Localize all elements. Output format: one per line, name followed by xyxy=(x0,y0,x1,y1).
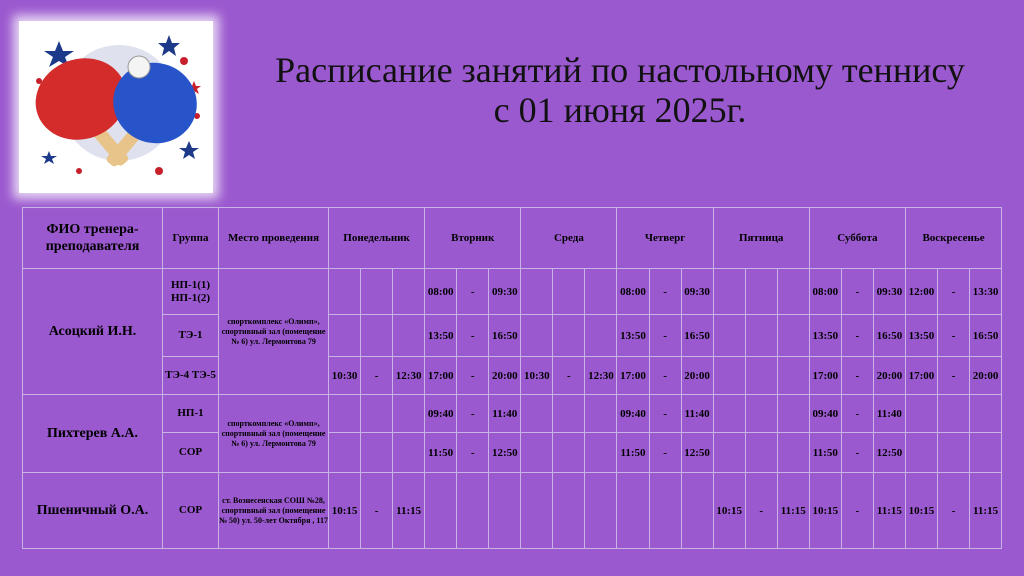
time-dash: - xyxy=(938,269,970,315)
header-group: Группа xyxy=(163,208,219,269)
table-row xyxy=(23,269,1002,315)
time-dash xyxy=(361,315,393,357)
end-time xyxy=(970,395,1002,433)
start-time xyxy=(617,473,649,549)
time-dash: - xyxy=(938,315,970,357)
start-time: 10:30 xyxy=(521,357,553,395)
end-time: 13:30 xyxy=(970,269,1002,315)
table-row xyxy=(23,395,1002,433)
header-day-saturday: Суббота xyxy=(809,208,905,269)
time-dash xyxy=(457,473,489,549)
end-time: 11:15 xyxy=(873,473,905,549)
time-dash: - xyxy=(457,433,489,473)
end-time: 12:50 xyxy=(489,433,521,473)
start-time xyxy=(329,395,361,433)
end-time xyxy=(585,395,617,433)
start-time: 11:50 xyxy=(617,433,649,473)
start-time: 09:40 xyxy=(809,395,841,433)
time-dash: - xyxy=(649,269,681,315)
end-time: 16:50 xyxy=(489,315,521,357)
trainer-name: Асоцкий И.Н. xyxy=(23,269,163,395)
start-time: 17:00 xyxy=(905,357,937,395)
time-dash: - xyxy=(938,473,970,549)
start-time xyxy=(713,433,745,473)
end-time: 20:00 xyxy=(681,357,713,395)
end-time xyxy=(585,269,617,315)
start-time: 13:50 xyxy=(905,315,937,357)
start-time: 10:30 xyxy=(329,357,361,395)
start-time: 12:00 xyxy=(905,269,937,315)
time-dash xyxy=(938,433,970,473)
time-dash: - xyxy=(649,357,681,395)
end-time xyxy=(489,473,521,549)
time-dash xyxy=(745,269,777,315)
header-venue: Место проведения xyxy=(219,208,329,269)
venue-cell: спорткомплекс «Олимп», спортивный зал (помещение № 6) ул. Лермонтова 79 xyxy=(219,395,329,473)
end-time xyxy=(585,315,617,357)
end-time xyxy=(777,269,809,315)
start-time xyxy=(425,473,457,549)
time-dash: - xyxy=(841,395,873,433)
start-time xyxy=(521,315,553,357)
time-dash: - xyxy=(649,315,681,357)
start-time: 09:40 xyxy=(425,395,457,433)
start-time: 10:15 xyxy=(905,473,937,549)
start-time xyxy=(713,269,745,315)
group-cell: ТЭ-1 xyxy=(163,315,219,357)
time-dash xyxy=(553,269,585,315)
end-time xyxy=(970,433,1002,473)
start-time xyxy=(329,433,361,473)
start-time: 09:40 xyxy=(617,395,649,433)
end-time: 11:15 xyxy=(777,473,809,549)
time-dash: - xyxy=(457,269,489,315)
time-dash xyxy=(553,395,585,433)
time-dash xyxy=(553,433,585,473)
table-row xyxy=(23,473,1002,549)
venue-cell: ст. Вознесенская СОШ №28, спортивный зал (помещение № 50) ул. 50-лет Октября , 117 xyxy=(219,473,329,549)
trainer-name: Пшеничный О.А. xyxy=(23,473,163,549)
start-time: 08:00 xyxy=(617,269,649,315)
end-time xyxy=(393,433,425,473)
time-dash xyxy=(745,395,777,433)
time-dash: - xyxy=(457,357,489,395)
end-time: 11:15 xyxy=(970,473,1002,549)
time-dash xyxy=(938,395,970,433)
header-day-monday: Понедельник xyxy=(329,208,425,269)
page-title xyxy=(240,50,1000,130)
header-trainer: ФИО тренера-преподавателя xyxy=(23,208,163,269)
schedule-body xyxy=(23,269,1002,549)
time-dash xyxy=(361,395,393,433)
time-dash: - xyxy=(361,473,393,549)
start-time: 13:50 xyxy=(617,315,649,357)
time-dash: - xyxy=(553,357,585,395)
end-time xyxy=(585,433,617,473)
end-time: 12:50 xyxy=(873,433,905,473)
start-time xyxy=(329,269,361,315)
end-time: 11:40 xyxy=(489,395,521,433)
time-dash: - xyxy=(841,433,873,473)
end-time: 11:40 xyxy=(681,395,713,433)
end-time: 09:30 xyxy=(873,269,905,315)
end-time: 12:50 xyxy=(681,433,713,473)
end-time: 11:15 xyxy=(393,473,425,549)
header-row xyxy=(23,208,1002,269)
start-time xyxy=(521,395,553,433)
trainer-name: Пихтерев А.А. xyxy=(23,395,163,473)
start-time: 17:00 xyxy=(617,357,649,395)
start-time: 10:15 xyxy=(713,473,745,549)
group-cell: ТЭ-4 ТЭ-5 xyxy=(163,357,219,395)
ping-pong-paddles-icon xyxy=(19,21,213,193)
end-time: 12:30 xyxy=(585,357,617,395)
time-dash xyxy=(745,433,777,473)
time-dash xyxy=(553,315,585,357)
header-day-friday: Пятница xyxy=(713,208,809,269)
end-time xyxy=(393,269,425,315)
end-time xyxy=(777,315,809,357)
end-time: 09:30 xyxy=(489,269,521,315)
end-time: 11:40 xyxy=(873,395,905,433)
time-dash: - xyxy=(457,315,489,357)
time-dash xyxy=(745,315,777,357)
start-time xyxy=(905,433,937,473)
logo xyxy=(19,21,213,193)
time-dash xyxy=(745,357,777,395)
time-dash: - xyxy=(841,315,873,357)
start-time: 13:50 xyxy=(425,315,457,357)
title-line-1: Расписание занятий по настольному теннису xyxy=(275,50,965,90)
start-time: 08:00 xyxy=(425,269,457,315)
time-dash: - xyxy=(649,395,681,433)
time-dash xyxy=(553,473,585,549)
start-time xyxy=(521,269,553,315)
end-time: 16:50 xyxy=(970,315,1002,357)
group-cell: НП-1 xyxy=(163,395,219,433)
end-time: 16:50 xyxy=(873,315,905,357)
table-row xyxy=(23,433,1002,473)
time-dash: - xyxy=(841,473,873,549)
time-dash: - xyxy=(361,357,393,395)
end-time: 20:00 xyxy=(873,357,905,395)
group-cell: СОР xyxy=(163,433,219,473)
end-time: 09:30 xyxy=(681,269,713,315)
end-time xyxy=(777,433,809,473)
end-time: 16:50 xyxy=(681,315,713,357)
time-dash: - xyxy=(457,395,489,433)
start-time: 11:50 xyxy=(425,433,457,473)
title-line-2: с 01 июня 2025г. xyxy=(493,90,747,130)
start-time: 17:00 xyxy=(809,357,841,395)
end-time: 20:00 xyxy=(489,357,521,395)
start-time xyxy=(905,395,937,433)
start-time xyxy=(521,433,553,473)
start-time: 13:50 xyxy=(809,315,841,357)
time-dash xyxy=(361,433,393,473)
header-day-wednesday: Среда xyxy=(521,208,617,269)
start-time: 11:50 xyxy=(809,433,841,473)
time-dash: - xyxy=(649,433,681,473)
end-time: 20:00 xyxy=(970,357,1002,395)
start-time: 17:00 xyxy=(425,357,457,395)
end-time xyxy=(393,315,425,357)
end-time xyxy=(393,395,425,433)
start-time: 08:00 xyxy=(809,269,841,315)
time-dash: - xyxy=(745,473,777,549)
header-day-tuesday: Вторник xyxy=(425,208,521,269)
group-cell: СОР xyxy=(163,473,219,549)
time-dash: - xyxy=(841,269,873,315)
end-time xyxy=(681,473,713,549)
schedule-table xyxy=(22,207,1002,549)
start-time: 10:15 xyxy=(809,473,841,549)
time-dash xyxy=(361,269,393,315)
start-time xyxy=(329,315,361,357)
end-time xyxy=(585,473,617,549)
header-day-thursday: Четверг xyxy=(617,208,713,269)
group-cell: НП-1(1) НП-1(2) xyxy=(163,269,219,315)
end-time xyxy=(777,357,809,395)
table-row xyxy=(23,357,1002,395)
table-row xyxy=(23,315,1002,357)
start-time xyxy=(713,315,745,357)
time-dash: - xyxy=(938,357,970,395)
time-dash: - xyxy=(841,357,873,395)
end-time: 12:30 xyxy=(393,357,425,395)
start-time: 10:15 xyxy=(329,473,361,549)
start-time xyxy=(713,357,745,395)
start-time xyxy=(521,473,553,549)
end-time xyxy=(777,395,809,433)
start-time xyxy=(713,395,745,433)
time-dash xyxy=(649,473,681,549)
venue-cell: спорткомплекс «Олимп», спортивный зал (помещение № 6) ул. Лермонтова 79 xyxy=(219,269,329,395)
header-day-sunday: Воскресенье xyxy=(905,208,1001,269)
